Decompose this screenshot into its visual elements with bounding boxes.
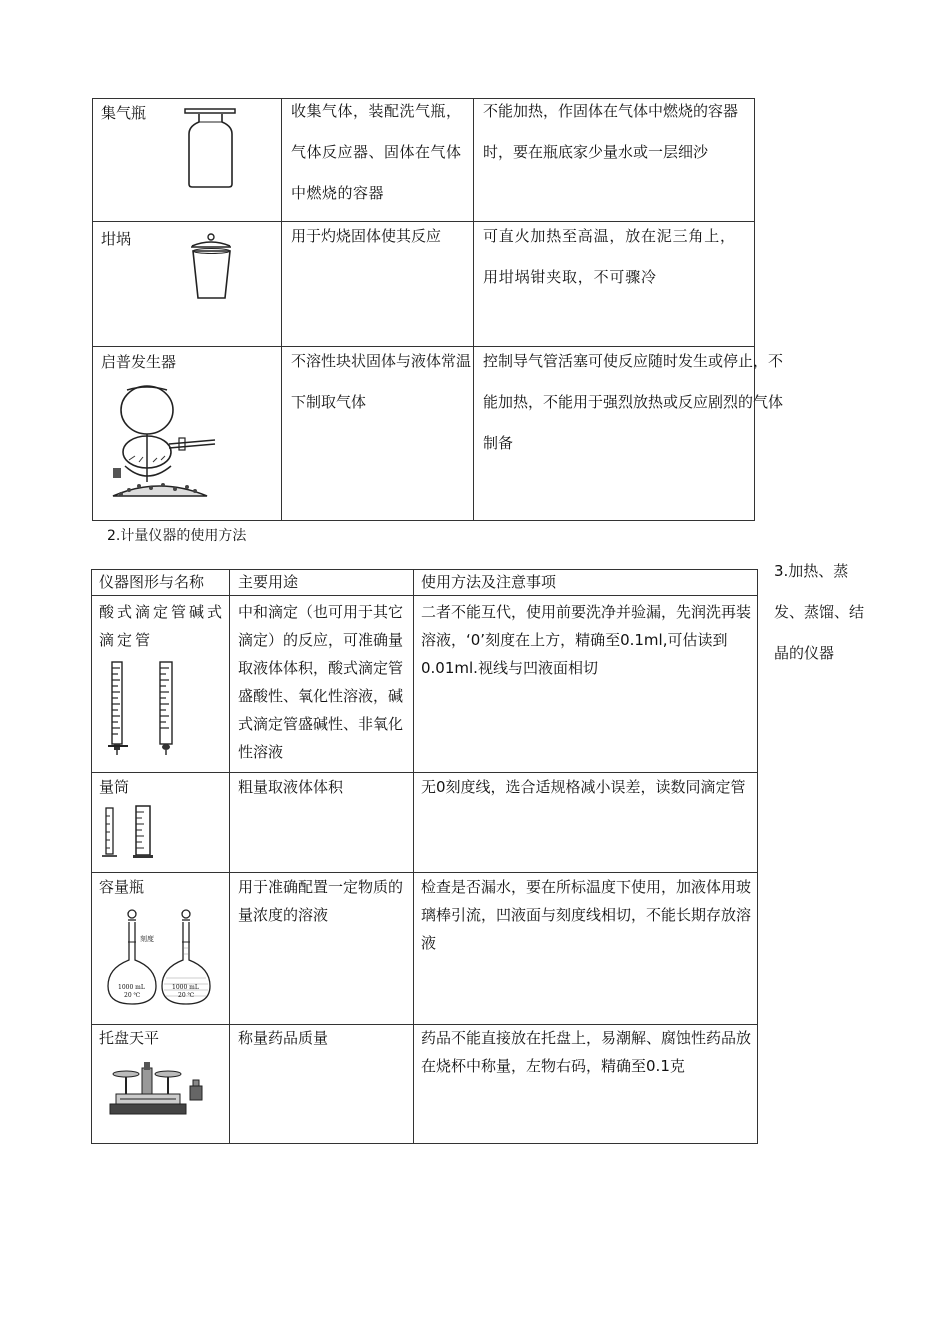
gas-collecting-bottle-icon xyxy=(183,108,239,190)
side-note: 3.加热、蒸发、蒸馏、结晶的仪器 xyxy=(774,562,865,662)
instrument-note: 检查是否漏水，要在所标温度下使用，加液体用玻璃棒引流，凹液面与刻度线相切，不能长期存放溶液 xyxy=(421,878,752,952)
instrument-note: 无0刻度线，选合适规格减小误差，读数同滴定管 xyxy=(421,778,746,796)
instrument-name: 托盘天平 xyxy=(99,1029,160,1047)
volumetric-flask-icon xyxy=(104,908,216,1008)
tray-balance-icon xyxy=(108,1058,208,1118)
instrument-use: 不溶性块状固体与液体常温下制取气体 xyxy=(291,352,472,411)
instrument-note: 可直火加热至高温，放在泥三角上，用坩埚钳夹取，不可骤冷 xyxy=(483,227,736,286)
flask-volume-label: 1000 mL xyxy=(172,984,199,991)
instrument-note: 控制导气管活塞可使反应随时发生或停止，不能加热，不能用于强烈放热或反应剧烈的气体制备 xyxy=(483,352,784,452)
instrument-note: 不能加热，作固体在气体中燃烧的容器时，要在瓶底家少量水或一层细沙 xyxy=(483,102,739,161)
instrument-name: 集气瓶 xyxy=(101,104,147,122)
instrument-use: 中和滴定（也可用于其它滴定）的反应，可准确量取液体体积，酸式滴定管盛酸性、氧化性溶液，碱式滴定管盛碱性、非氧化性溶液 xyxy=(238,603,404,761)
instrument-use: 粗量取液体体积 xyxy=(238,778,344,796)
kipp-generator-icon xyxy=(99,382,223,504)
flask-temp-label: 20 ℃ xyxy=(124,992,141,999)
instrument-name: 量筒 xyxy=(99,778,130,796)
instrument-note: 二者不能互代，使用前要洗净并验漏，先润洗再装溶液，‘0’刻度在上方，精确至0.1ml,可估读到0.01ml.视线与凹液面相切 xyxy=(421,603,752,677)
instrument-use: 用于灼烧固体使其反应 xyxy=(291,227,442,245)
header-notes: 使用方法及注意事项 xyxy=(421,573,557,591)
burettes-icon xyxy=(108,660,180,756)
header-use: 主要用途 xyxy=(238,573,299,591)
flask-mark-label: 刻度 xyxy=(140,935,154,943)
graduated-cylinder-icon xyxy=(100,804,158,860)
instrument-use: 收集气体，装配洗气瓶，气体反应器、固体在气体中燃烧的容器 xyxy=(291,102,462,202)
header-instrument: 仪器图形与名称 xyxy=(99,573,205,591)
instrument-name: 坩埚 xyxy=(101,230,132,248)
crucible-icon xyxy=(188,232,234,302)
section-title: 2.计量仪器的使用方法 xyxy=(107,528,247,544)
flask-temp-label: 20 ℃ xyxy=(178,992,195,999)
instrument-use: 称量药品质量 xyxy=(238,1029,329,1047)
instrument-use: 用于准确配置一定物质的量浓度的溶液 xyxy=(238,878,404,924)
instrument-name: 酸式滴定管碱式滴定管 xyxy=(99,603,226,649)
instrument-name: 容量瓶 xyxy=(99,878,145,896)
instrument-note: 药品不能直接放在托盘上，易潮解、腐蚀性药品放在烧杯中称量，左物右码，精确至0.1克 xyxy=(421,1029,752,1075)
instrument-name: 启普发生器 xyxy=(101,353,177,371)
flask-volume-label: 1000 mL xyxy=(118,984,145,991)
